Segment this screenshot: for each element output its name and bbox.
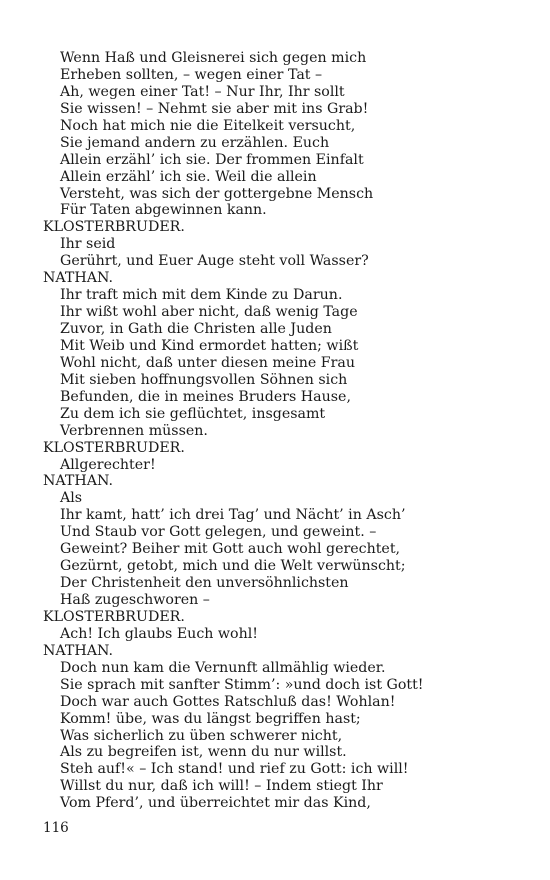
verse-line: Der Christenheit den unversöhnlichsten [60,575,349,592]
speaker-name: NATHAN. [43,473,113,490]
verse-line: Noch hat mich nie die Eitelkeit versucht, [60,117,356,134]
verse-line: Allein erzähl’ ich sie. Der frommen Einfalt [60,151,364,168]
verse-line: Steh auf!« – Ich stand! und rief zu Gott: ich will! [60,761,409,778]
verse-line: Ach! Ich glaubs Euch wohl! [60,625,258,642]
verse-line: Sie jemand andern zu erzählen. Euch [60,134,330,151]
verse-line: Befunden, die in meines Bruders Hause, [60,388,351,405]
verse-line: Wohl nicht, daß unter diesen meine Frau [60,354,356,371]
verse-line: Ihr traft mich mit dem Kinde zu Darun. [60,287,343,304]
verse-line: Ihr kamt, hatt’ ich drei Tag’ und Nächt’ in Asch’ [60,507,406,524]
verse-line: Und Staub vor Gott gelegen, und geweint. – [60,524,377,541]
verse-line: Ihr wißt wohl aber nicht, daß wenig Tage [60,304,358,321]
verse-line: Zuvor, in Gath die Christen alle Juden [60,321,332,337]
verse-line: Was sicherlich zu üben schwerer nicht, [60,727,343,744]
verse-line: Gerührt, und Euer Auge steht voll Wasser? [60,253,369,270]
verse-line: Ihr seid [60,236,116,253]
verse-line: Sie wissen! – Nehmt sie aber mit ins Grab! [60,100,369,117]
verse-line: Als zu begreifen ist, wenn du nur willst. [60,744,347,761]
verse-line: Als [60,490,83,507]
verse-line: Willst du nur, daß ich will! – Indem stiegt Ihr [60,778,383,795]
speaker-name: NATHAN. [43,642,113,659]
verse-line: Verbrennen müssen. [60,422,208,439]
verse-line: Haß zugeschworen – [60,592,210,608]
verse-line: Erheben sollten, – wegen einer Tat – [60,66,323,83]
verse-line: Zu dem ich sie geflüchtet, insgesamt [60,405,326,422]
verse-line: Geweint? Beiher mit Gott auch wohl gerechtet, [60,541,401,558]
speaker-name: KLOSTERBRUDER. [43,439,185,456]
drama-text [43,50,523,812]
page-number: 116 [43,820,69,836]
speaker-name: NATHAN. [43,270,113,287]
verse-line: Allgerechter! [60,456,156,473]
verse-line: Versteht, was sich der gottergebne Mensch [60,185,374,202]
verse-line: Für Taten abgewinnen kann. [60,202,267,219]
verse-line: Mit Weib und Kind ermordet hatten; wißt [60,337,359,354]
verse-line: Komm! übe, was du längst begriffen hast; [60,710,361,727]
verse-line: Wenn Haß und Gleisnerei sich gegen mich [60,50,367,66]
speaker-name: KLOSTERBRUDER. [43,608,185,625]
verse-line: Ah, wegen einer Tat! – Nur Ihr, Ihr sollt [60,83,345,100]
verse-line: Gezürnt, getobt, mich und die Welt verwünscht; [60,558,406,575]
verse-line: Mit sieben hoffnungsvollen Söhnen sich [60,371,348,388]
verse-line: Doch nun kam die Vernunft allmählig wieder. [60,659,386,676]
verse-line: Sie sprach mit sanfter Stimm’: »und doch ist Gott! [60,676,424,693]
verse-line: Vom Pferd’, und überreichtet mir das Kind, [60,795,371,812]
speaker-name: KLOSTERBRUDER. [43,219,185,236]
verse-line: Doch war auch Gottes Ratschluß das! Wohlan! [60,693,396,710]
verse-line: Allein erzähl’ ich sie. Weil die allein [60,168,317,185]
